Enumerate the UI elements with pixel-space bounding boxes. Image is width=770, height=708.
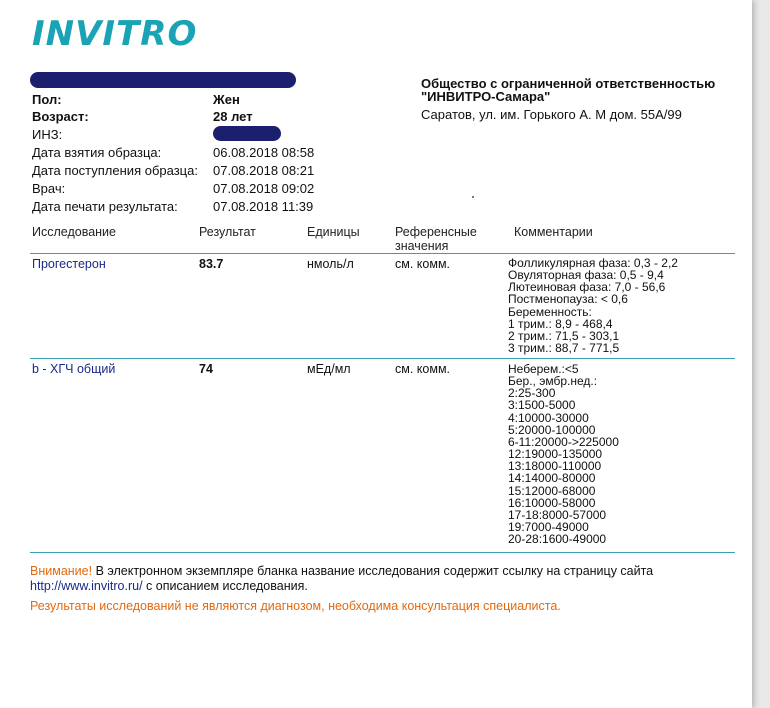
inz-label: ИНЗ: (32, 127, 63, 142)
row-1-test-link[interactable]: Прогестерон (32, 257, 106, 271)
comment-line: 12:19000-135000 (508, 447, 603, 462)
header-reference (395, 225, 477, 253)
comment-line: 1 трим.: 8,9 - 468,4 (508, 316, 613, 331)
comment-line: 15:12000-68000 (508, 483, 596, 498)
organization-address: Саратов, ул. им. Горького А. М дом. 55А/99 (421, 107, 682, 122)
redacted-inz (213, 126, 281, 141)
redacted-name (30, 72, 296, 88)
age-value: 28 лет (213, 109, 253, 124)
received-date-value: 07.08.2018 08:21 (213, 163, 315, 178)
row-2-reference: см. комм. (395, 362, 451, 376)
print-date-label: Дата печати результата: (32, 199, 178, 214)
received-date-label: Дата поступления образца: (32, 163, 198, 178)
row-2-units: мЕд/мл (307, 362, 351, 376)
header-units: Единицы (307, 225, 360, 239)
row-2-rule (30, 552, 735, 553)
comment-line: 2 трим.: 71,5 - 303,1 (508, 328, 620, 343)
comment-line: 5:20000-100000 (508, 422, 596, 437)
header-reference-line1: Референсные (395, 225, 477, 239)
row-1-units: нмоль/л (307, 257, 354, 271)
comment-line: 14:14000-80000 (508, 471, 596, 486)
comment-line: 17-18:8000-57000 (508, 507, 607, 522)
comment-line: Постменопауза: < 0,6 (508, 292, 628, 307)
comment-line: Лютеиновая фаза: 7,0 - 56,6 (508, 280, 666, 295)
speck (472, 196, 474, 198)
comment-line: 2:25-300 (508, 386, 556, 401)
row-2-test-link[interactable]: b - ХГЧ общий (32, 362, 116, 376)
invitro-link[interactable]: http://www.invitro.ru/ (30, 579, 143, 593)
disclaimer: Результаты исследований не являются диагнозом, необходима консультация специалиста. (30, 599, 561, 613)
doctor-value: 07.08.2018 09:02 (213, 181, 315, 196)
row-2-comments (508, 363, 619, 545)
comment-line: 13:18000-110000 (508, 459, 602, 474)
header-rule (30, 253, 735, 254)
row-1-rule (30, 358, 735, 359)
header-reference-line2: значения (395, 239, 449, 253)
comment-line: 16:10000-58000 (508, 495, 596, 510)
comment-line: 20-28:1600-49000 (508, 532, 607, 547)
age-label: Возраст: (32, 109, 89, 124)
sample-date-label: Дата взятия образца: (32, 145, 162, 160)
row-2-result: 74 (199, 362, 213, 376)
comment-line: 19:7000-49000 (508, 520, 589, 535)
sex-value: Жен (213, 92, 240, 107)
comment-line: Бер., эмбр.нед.: (508, 374, 598, 389)
header-result: Результат (199, 225, 256, 239)
organization-name: Общество с ограниченной ответственностью (421, 76, 716, 91)
comment-line: Беременность: (508, 304, 592, 319)
organization-brand: "ИНВИТРО-Самара" (421, 89, 551, 104)
row-1-result: 83.7 (199, 257, 224, 271)
row-1-comments (508, 257, 678, 354)
doctor-label: Врач: (32, 181, 66, 196)
print-date-value: 07.08.2018 11:39 (213, 199, 314, 214)
link-suffix: с описанием исследования. (142, 579, 308, 593)
header-comments: Комментарии (514, 225, 593, 239)
comment-line: 4:10000-30000 (508, 410, 589, 425)
attention-text: В электронном экземпляре бланка название исследования содержит ссылку на страницу сайта (92, 564, 654, 578)
comment-line: 6-11:20000->225000 (508, 434, 619, 449)
comment-line: Фолликулярная фаза: 0,3 - 2,2 (508, 256, 678, 270)
sample-date-value: 06.08.2018 08:58 (213, 145, 315, 160)
attention-note (30, 564, 653, 578)
comment-line: Овуляторная фаза: 0,5 - 9,4 (508, 268, 664, 283)
attention-label: Внимание! (30, 564, 93, 578)
comment-line: 3 трим.: 88,7 - 771,5 (508, 341, 620, 356)
comment-line: 3:1500-5000 (508, 398, 576, 413)
invitro-logo: INVITRO (32, 14, 198, 54)
row-1-reference: см. комм. (395, 257, 451, 271)
comment-line: Неберем.:<5 (508, 362, 579, 376)
header-test: Исследование (32, 225, 116, 239)
link-note (30, 579, 308, 593)
sex-label: Пол: (32, 92, 62, 107)
